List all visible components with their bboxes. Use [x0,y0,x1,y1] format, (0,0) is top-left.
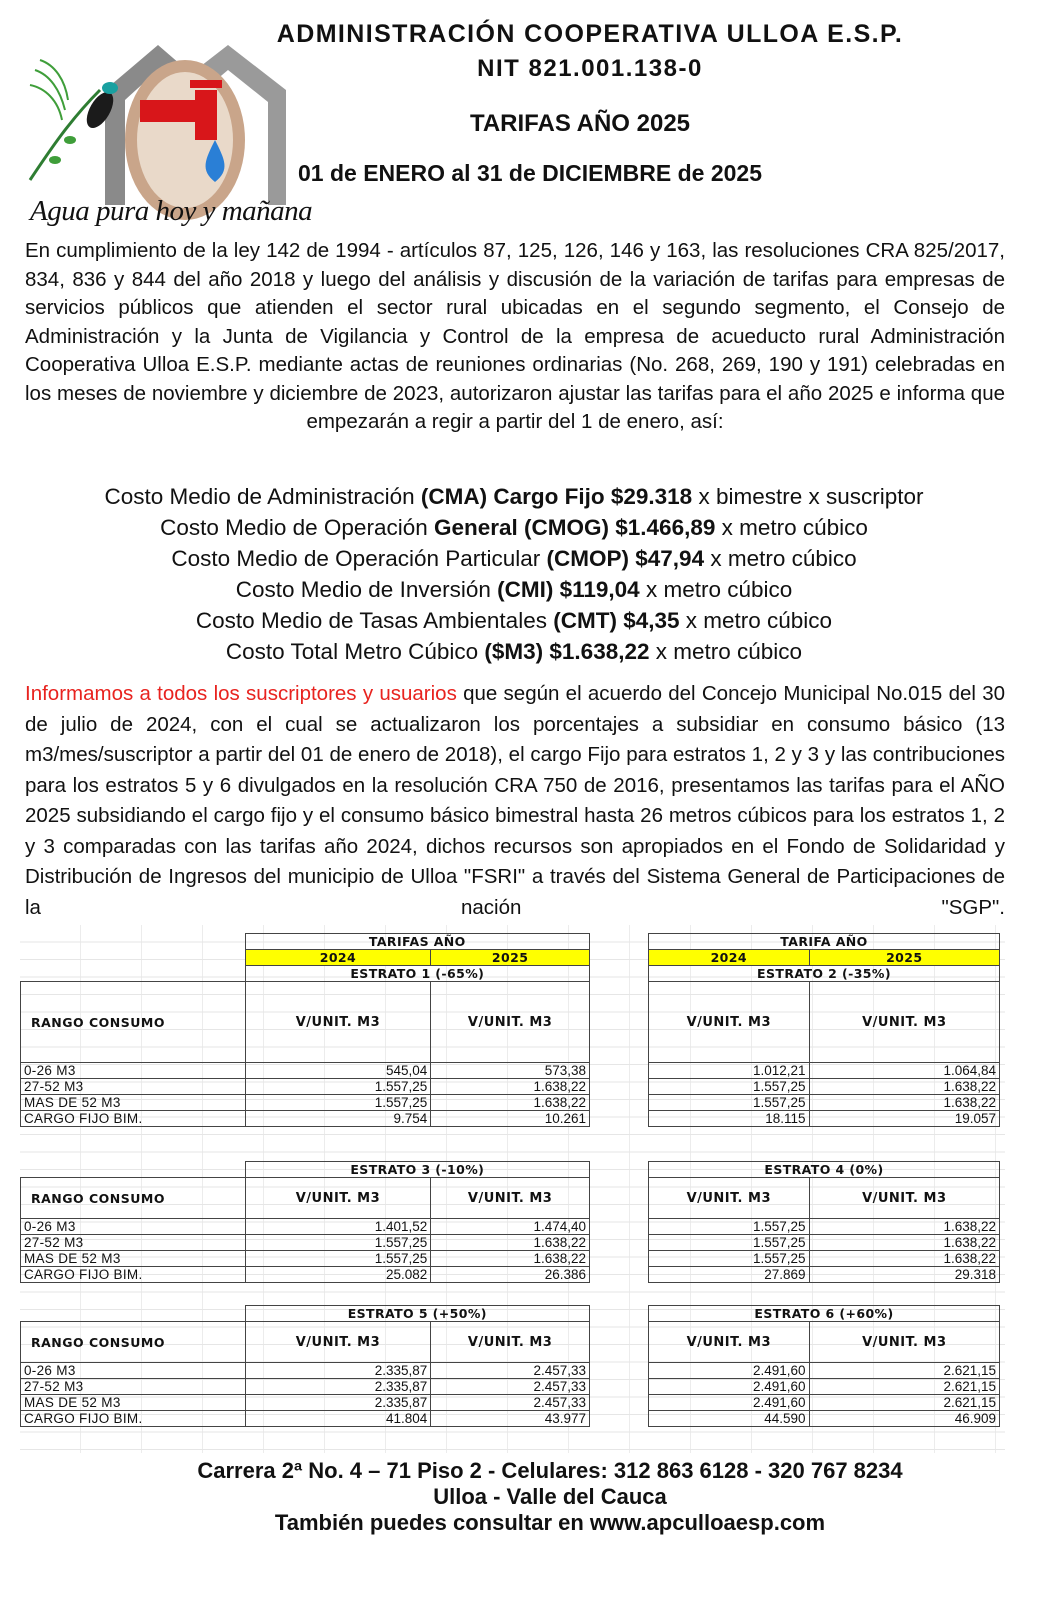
table-cell: V/UNIT. M3 [649,1322,810,1363]
footer-address: Carrera 2ª No. 4 – 71 Piso 2 - Celulares: 312 863 6128 - 320 767 8234 [197,1458,903,1483]
table-cell: V/UNIT. M3 [649,1178,810,1219]
table-cell: 27-52 M3 [21,1379,246,1395]
table-row [21,1219,590,1235]
table-cell: 0-26 M3 [21,1063,246,1079]
table-row [21,1235,590,1251]
table-row [21,1411,590,1427]
table-cell: 2.621,15 [809,1379,999,1395]
table-cell: 1.638,22 [809,1251,999,1267]
table-cell: V/UNIT. M3 [245,1322,431,1363]
table-cell [21,966,246,982]
table-cell: 19.057 [809,1111,999,1127]
table-row [649,1395,1000,1411]
table-cell: 0-26 M3 [21,1219,246,1235]
table-row [649,1251,1000,1267]
table-cell: 1.638,22 [809,1095,999,1111]
table-cell: 27-52 M3 [21,1235,246,1251]
table-cell: ESTRATO 1 (-65%) [245,966,589,982]
table-cell: 1.557,25 [649,1079,810,1095]
nit: NIT 821.001.138-0 [477,55,703,82]
table-cell: 1.064,84 [809,1063,999,1079]
table-row [21,1363,590,1379]
table-cell: 1.638,22 [431,1079,590,1095]
tariff-table-estrato-3 [20,1161,590,1283]
table-cell: 2.457,33 [431,1395,590,1411]
table-cell: 545,04 [245,1063,431,1079]
table-cell: RANGO CONSUMO [21,1322,246,1363]
table-cell: 2.457,33 [431,1363,590,1379]
table-row [649,1095,1000,1111]
table-cell: 44.590 [649,1411,810,1427]
footer-website: También puedes consultar en www.apculloaesp.com [274,1510,826,1535]
table-cell: 9.754 [245,1111,431,1127]
table-cell: 1.638,22 [809,1219,999,1235]
table-cell: TARIFAS AÑO [245,934,589,950]
page-title: TARIFAS AÑO 2025 [469,110,691,137]
table-cell: 25.082 [245,1267,431,1283]
tariff-table-estrato-6 [648,1305,1000,1427]
tariff-table-estrato-4 [648,1161,1000,1283]
table-cell: CARGO FIJO BIM. [21,1267,246,1283]
table-row [649,1235,1000,1251]
table-row [649,1079,1000,1095]
tagline: Agua pura hoy y mañana [30,195,313,227]
table-row [21,1267,590,1283]
table-cell: 26.386 [431,1267,590,1283]
table-cell [21,1306,246,1322]
table-cell: V/UNIT. M3 [431,1178,590,1219]
table-cell: ESTRATO 2 (-35%) [649,966,1000,982]
table-cell: 1.638,22 [809,1079,999,1095]
table-row [21,1395,590,1411]
notice-paragraph: Informamos a todos los suscriptores y usuarios que según el acuerdo del Concejo Municipal No.015 del 30 de julio de 2024, con el cual se actualizaron los porcentajes a subsidiar en consumo básico (13 m3/mes/suscriptor a partir del 01 de enero de 2018), el cargo Fijo para estratos 1, 2 y 3 y las contribuciones para los estratos 5 y 6 divulgados en la resolución CRA 750 de 2016, presentamos las tarifas para el AÑO 2025 subsidiando el cargo fijo y el consumo básico bimestral hasta 26 metros cúbicos para los estratos 1, 2 y 3 comparadas con las tarifas año 2024, dichos recursos son apropiados en el Fondo de Solidaridad y Distribución de Ingresos del municipio de Ulloa "FSRI" a través del Sistema General de Participaciones de la nación "SGP". [25,682,1006,919]
table-cell: 1.638,22 [431,1251,590,1267]
table-row [21,1095,590,1111]
table-cell: 1.557,25 [649,1251,810,1267]
table-cell: 2.335,87 [245,1379,431,1395]
cost-line: Costo Medio de Tasas Ambientales (CMT) $4,35 x metro cúbico [195,608,833,633]
table-cell: 573,38 [431,1063,590,1079]
table-cell: ESTRATO 5 (+50%) [245,1306,589,1322]
table-cell: 1.557,25 [649,1219,810,1235]
footer-city: Ulloa - Valle del Cauca [433,1484,667,1509]
table-cell: 1.557,25 [649,1235,810,1251]
table-cell: 2025 [431,950,590,966]
table-row [21,1063,590,1079]
table-cell: 2.491,60 [649,1379,810,1395]
tariff-tables [20,925,1005,1453]
table-cell: 1.557,25 [245,1079,431,1095]
table-row [21,1111,590,1127]
table-cell: 0-26 M3 [21,1363,246,1379]
table-cell: 2.621,15 [809,1395,999,1411]
table-row [21,1079,590,1095]
table-cell: 2.335,87 [245,1363,431,1379]
table-cell: V/UNIT. M3 [431,1322,590,1363]
table-cell [21,934,246,950]
table-row [21,1251,590,1267]
table-cell: V/UNIT. M3 [649,982,810,1063]
table-row [649,1411,1000,1427]
table-cell: 2024 [245,950,431,966]
table-cell: TARIFA AÑO [649,934,1000,950]
tariff-table-estrato-5 [20,1305,590,1427]
table-cell: 1.557,25 [649,1095,810,1111]
table-cell: V/UNIT. M3 [245,982,431,1063]
table-cell: 1.401,52 [245,1219,431,1235]
table-cell: 2.457,33 [431,1379,590,1395]
table-cell: 46.909 [809,1411,999,1427]
table-cell: 2.491,60 [649,1395,810,1411]
table-cell: 1.638,22 [809,1235,999,1251]
table-row [21,1379,590,1395]
table-cell: V/UNIT. M3 [809,1322,999,1363]
table-cell: 1.638,22 [431,1095,590,1111]
table-cell: MAS DE 52 M3 [21,1395,246,1411]
org-name: ADMINISTRACIÓN COOPERATIVA ULLOA E.S.P. [276,20,904,48]
table-cell: 2.335,87 [245,1395,431,1411]
table-cell: CARGO FIJO BIM. [21,1111,246,1127]
table-row [649,1379,1000,1395]
table-cell: 1.557,25 [245,1251,431,1267]
table-cell [21,1162,246,1178]
cost-line: Costo Medio de Operación Particular (CMOP) $47,94 x metro cúbico [171,546,857,571]
tariff-table-estrato-2 [648,933,1000,1127]
table-cell: ESTRATO 4 (0%) [649,1162,1000,1178]
table-cell: CARGO FIJO BIM. [21,1411,246,1427]
cost-list [20,481,1008,667]
table-cell: 10.261 [431,1111,590,1127]
table-cell [21,950,246,966]
intro-paragraph: En cumplimiento de la ley 142 de 1994 - artículos 87, 125, 126, 146 y 163, las resoluciones CRA 825/2017, 834, 836 y 844 del año 2018 y luego del análisis y discusión de la variación de tarifas para empresas de servicios públicos que atienden el sector rural ubicadas en el segundo segmento, el Consejo de Administración y la Junta de Vigilancia y Control de la empresa de acueducto rural Administración Cooperativa Ulloa E.S.P. mediante actas de reuniones ordinarias (No. 268, 269, 190 y 191) celebradas en los meses de noviembre y diciembre de 2023, autorizaron ajustar las tarifas para el año 2025 e informa que empezarán a regir a partir del 1 de enero, así: [25,239,1005,433]
table-cell: 1.012,21 [649,1063,810,1079]
table-cell: MAS DE 52 M3 [21,1251,246,1267]
notice-highlight: Informamos a todos los suscriptores y usuarios [25,682,457,705]
table-cell: 1.557,25 [245,1095,431,1111]
table-cell: 27-52 M3 [21,1079,246,1095]
table-cell: 2.621,15 [809,1363,999,1379]
table-cell: RANGO CONSUMO [21,1178,246,1219]
table-cell: 1.474,40 [431,1219,590,1235]
cost-line: Costo Medio de Operación General (CMOG) $1.466,89 x metro cúbico [160,515,868,540]
cost-line: Costo Medio de Administración (CMA) Cargo Fijo $29.318 x bimestre x suscriptor [104,484,924,509]
table-cell: V/UNIT. M3 [431,982,590,1063]
table-cell: 2024 [649,950,810,966]
table-cell: V/UNIT. M3 [245,1178,431,1219]
table-cell: ESTRATO 6 (+60%) [649,1306,1000,1322]
table-cell: RANGO CONSUMO [21,982,246,1063]
cost-line: Costo Total Metro Cúbico ($M3) $1.638,22 x metro cúbico [225,639,803,664]
period: 01 de ENERO al 31 de DICIEMBRE de 2025 [297,160,762,186]
cost-line: Costo Medio de Inversión (CMI) $119,04 x metro cúbico [235,577,793,602]
table-row [649,1363,1000,1379]
table-cell: 2025 [809,950,999,966]
table-row [649,1267,1000,1283]
table-cell: 43.977 [431,1411,590,1427]
table-cell: 41.804 [245,1411,431,1427]
tariff-table-estrato-1 [20,933,590,1127]
table-cell: MAS DE 52 M3 [21,1095,246,1111]
table-cell: V/UNIT. M3 [809,1178,999,1219]
table-cell: 1.638,22 [431,1235,590,1251]
table-cell: ESTRATO 3 (-10%) [245,1162,589,1178]
table-cell: 18.115 [649,1111,810,1127]
table-cell: 29.318 [809,1267,999,1283]
table-row [649,1063,1000,1079]
table-cell: 27.869 [649,1267,810,1283]
table-row [649,1111,1000,1127]
table-row [649,1219,1000,1235]
table-cell: 2.491,60 [649,1363,810,1379]
table-cell: V/UNIT. M3 [809,982,999,1063]
table-cell: 1.557,25 [245,1235,431,1251]
